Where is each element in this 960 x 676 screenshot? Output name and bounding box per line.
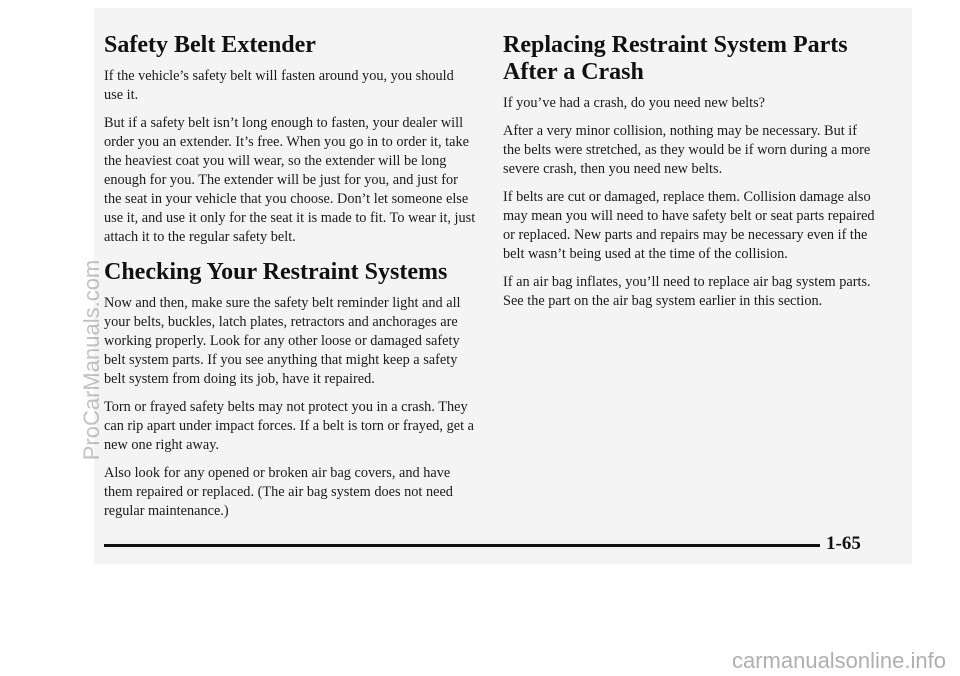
paragraph: Also look for any opened or broken air bag covers, and have them repaired or replaced. (The air bag system does not need regular maintenance.) (104, 465, 453, 519)
side-watermark: ProCarManuals.com (79, 259, 104, 461)
paragraph: Torn or frayed safety belts may not protect you in a crash. They can rip apart under impact forces. If a belt is torn or frayed, get a new one right away. (104, 399, 474, 453)
right-column (503, 32, 875, 320)
paragraph: Now and then, make sure the safety belt reminder light and all your belts, buckles, latch plates, retractors and anchorages are working properly. Look for any other loose or damaged safety belt system parts. If you see anything that might keep a safety belt system from doing its job, have it repaired. (104, 295, 461, 387)
bottom-watermark-link[interactable]: carmanualsonline.info (731, 648, 946, 673)
safety-belt-extender-heading: Safety Belt Extender (104, 32, 316, 58)
replacing-parts-heading: Replacing Restraint System Parts After a Crash (503, 32, 848, 85)
paragraph: If belts are cut or damaged, replace them. Collision damage also may mean you will need to have safety belt or seat parts repaired or replaced. New parts and repairs may be necessary even if the belt wasn’t being used at the time of the collision. (503, 189, 875, 262)
paragraph: If the vehicle’s safety belt will fasten around you, you should use it. (104, 68, 454, 103)
paragraph: After a very minor collision, nothing may be necessary. But if the belts were stretched, as they would be if worn during a more severe crash, then you need new belts. (503, 123, 871, 177)
checking-restraint-systems-heading: Checking Your Restraint Systems (104, 259, 448, 285)
paragraph: If you’ve had a crash, do you need new belts? (503, 95, 766, 111)
footer-rule (104, 544, 820, 547)
paragraph: If an air bag inflates, you’ll need to replace air bag system parts. See the part on the air bag system earlier in this section. (503, 274, 871, 309)
paragraph: But if a safety belt isn’t long enough to fasten, your dealer will order you an extender. It’s free. When you go in to order it, take the heaviest coat you will wear, so the extender will be long enough for you. The extender will be just for you, and just for the seat in your vehicle that you choose. Don’t let someone else use it, and use it only for the seat it is made to fit. To wear it, just attach it to the regular safety belt. (104, 115, 476, 245)
page-number: 1-65 (826, 533, 861, 554)
left-column (104, 32, 476, 530)
